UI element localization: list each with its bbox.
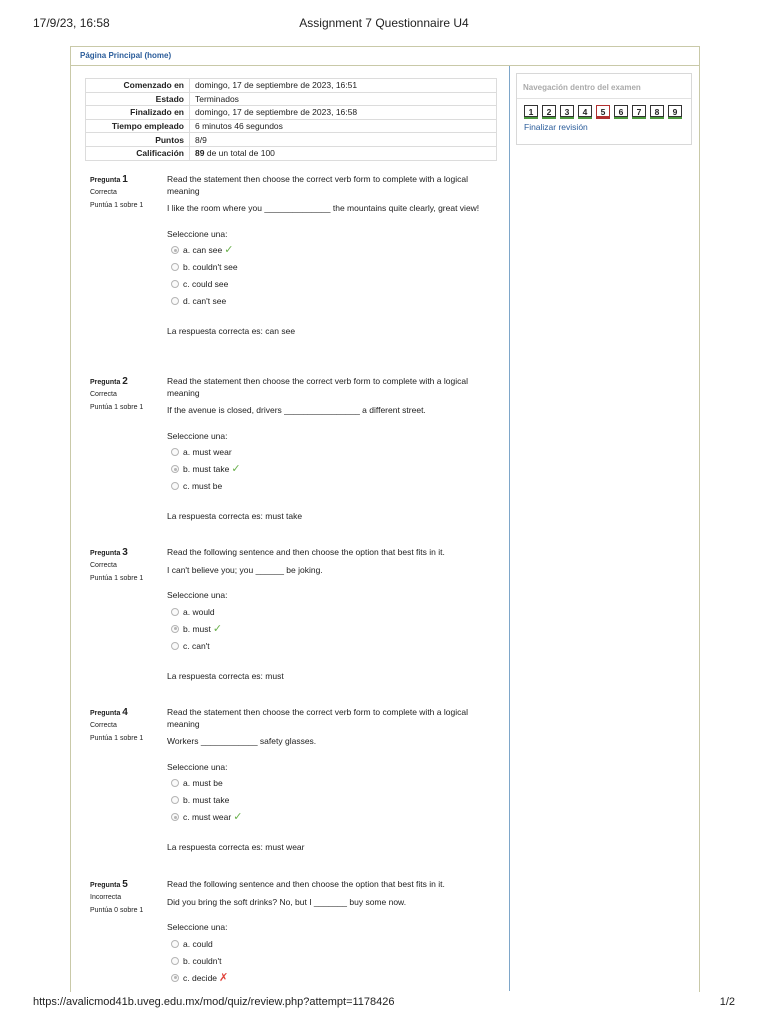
cross-icon: ✗ — [219, 971, 229, 984]
correct-answer-text: La respuesta correcta es: can see — [167, 326, 296, 336]
question-stem: If the avenue is closed, drivers ________________ a different street. — [167, 405, 426, 415]
question-number: Pregunta 3 — [90, 547, 128, 558]
answer-label: b. must — [183, 623, 211, 634]
question-prompt: Read the statement then choose the correct verb form to complete with a logical meaning — [167, 707, 468, 729]
summary-label: Estado — [86, 92, 190, 106]
correct-answer-text: La respuesta correcta es: must — [167, 670, 284, 681]
correct-answer-text: La respuesta correcta es: must wear — [167, 842, 305, 852]
answer-label: a. must be — [183, 778, 223, 788]
radio-button[interactable] — [171, 246, 179, 254]
answer-label: a. could — [183, 938, 213, 949]
summary-label: Finalizado en — [86, 106, 190, 120]
question-state: Correcta — [90, 189, 117, 196]
print-title: Assignment 7 Questionnaire U4 — [299, 16, 469, 30]
answer-option[interactable] — [167, 640, 497, 657]
nav-question-4[interactable]: 4 — [578, 105, 592, 117]
radio-button[interactable] — [171, 957, 179, 965]
radio-button[interactable] — [171, 779, 179, 787]
select-one-label: Seleccione una: — [167, 922, 228, 932]
question-stem: I like the room where you ______________ the mountains quite clearly, great view! — [167, 203, 480, 213]
nav-question-2[interactable]: 2 — [542, 105, 556, 117]
answer-option[interactable] — [167, 811, 497, 828]
check-icon: ✓ — [212, 622, 223, 635]
summary-value: domingo, 17 de septiembre de 2023, 16:51 — [190, 79, 497, 93]
question-stem: Workers ____________ safety glasses. — [167, 736, 317, 746]
nav-divider — [517, 98, 691, 99]
select-one-label: Seleccione una: — [167, 761, 228, 772]
radio-button[interactable] — [171, 465, 179, 473]
summary-value: Terminados — [190, 92, 497, 106]
nav-question-5[interactable]: 5 — [596, 105, 610, 117]
question-grade: Puntúa 1 sobre 1 — [90, 202, 144, 209]
question-body — [167, 707, 497, 854]
answer-label: c. must wear — [183, 812, 232, 822]
home-link[interactable]: Página Principal (home) — [80, 51, 172, 60]
answer-label: c. could see — [183, 279, 229, 289]
question-state: Incorrecta — [90, 894, 122, 901]
question-grade: Puntúa 1 sobre 1 — [90, 575, 144, 582]
select-one-label: Seleccione una: — [167, 228, 228, 239]
select-one-label: Seleccione una: — [167, 430, 228, 441]
summary-row-started — [86, 79, 497, 93]
answer-option[interactable] — [167, 972, 497, 989]
radio-button[interactable] — [171, 263, 179, 271]
answer-label: c. must be — [183, 481, 223, 491]
question-number: Pregunta 4 — [90, 707, 128, 718]
radio-button[interactable] — [171, 974, 179, 982]
answer-label: b. couldn't — [183, 955, 222, 966]
print-datetime: 17/9/23, 16:58 — [33, 16, 110, 30]
summary-label: Tiempo empleado — [86, 119, 190, 133]
answer-option[interactable] — [167, 295, 497, 312]
answer-option[interactable] — [167, 955, 497, 972]
summary-value — [190, 146, 497, 160]
question-state: Correcta — [90, 391, 117, 398]
summary-label: Calificación — [86, 146, 190, 160]
radio-button[interactable] — [171, 796, 179, 804]
nav-question-7[interactable]: 7 — [632, 105, 646, 117]
nav-question-9[interactable]: 9 — [668, 105, 682, 117]
answer-label: b. must take — [183, 795, 230, 805]
question-grade: Puntúa 1 sobre 1 — [90, 735, 144, 742]
answer-option[interactable] — [167, 244, 497, 261]
answer-label: c. decide — [183, 972, 218, 983]
grade-total: de un total de 100 — [206, 148, 275, 159]
nav-question-8[interactable]: 8 — [650, 105, 664, 117]
radio-button[interactable] — [171, 608, 179, 616]
summary-row-grade — [86, 146, 497, 160]
question-prompt: Read the following sentence and then choose the option that best fits in it. — [167, 547, 445, 557]
answer-option[interactable] — [167, 480, 497, 497]
header-divider — [70, 65, 699, 66]
answer-label: a. must wear — [183, 447, 232, 457]
answer-option[interactable] — [167, 463, 497, 480]
question-prompt: Read the statement then choose the correct verb form to complete with a logical meaning — [167, 376, 468, 398]
check-icon: ✓ — [224, 244, 234, 256]
print-page-number: 1/2 — [719, 996, 735, 1008]
quiz-navigation-title: Navegación dentro del examen — [523, 83, 641, 92]
answer-label: b. must take — [183, 464, 230, 474]
select-one-label: Seleccione una: — [167, 590, 228, 600]
summary-value: 6 minutos 46 segundos — [190, 119, 497, 133]
question-state: Correcta — [90, 562, 117, 569]
answer-option[interactable] — [167, 606, 497, 623]
finish-review-link[interactable]: Finalizar revisión — [524, 122, 588, 132]
radio-button[interactable] — [171, 280, 179, 288]
summary-row-state — [86, 92, 497, 106]
question-info — [90, 707, 160, 742]
grade-score: 89 — [195, 148, 205, 159]
question-state: Correcta — [90, 722, 117, 729]
nav-question-1[interactable]: 1 — [524, 105, 538, 117]
answer-option[interactable] — [167, 794, 497, 811]
attempt-summary-table — [85, 78, 497, 161]
summary-row-points — [86, 133, 497, 147]
answer-label: c. can't — [183, 640, 210, 651]
question-info — [90, 879, 160, 914]
print-url: https://avalicmod41b.uveg.edu.mx/mod/quiz/review.php?attempt=1178426 — [33, 996, 395, 1008]
summary-label: Puntos — [86, 133, 190, 147]
question-grade: Puntúa 0 sobre 1 — [90, 907, 144, 914]
answer-option[interactable] — [167, 777, 497, 794]
summary-row-time — [86, 119, 497, 133]
quiz-navigation-block — [516, 73, 692, 145]
radio-button[interactable] — [171, 448, 179, 456]
answer-option[interactable] — [167, 446, 497, 463]
column-divider — [509, 66, 510, 991]
question-info — [90, 174, 160, 209]
question-number: Pregunta 1 — [90, 174, 128, 185]
radio-button[interactable] — [171, 482, 179, 490]
summary-label: Comenzado en — [86, 79, 190, 93]
answer-option[interactable] — [167, 261, 497, 278]
answer-label: a. can see — [183, 245, 223, 255]
print-footer — [33, 996, 735, 1012]
answer-label: b. couldn't see — [183, 262, 238, 272]
answer-option[interactable] — [167, 278, 497, 295]
question-body — [167, 879, 497, 989]
question-stem: I can't believe you; you ______ be joking. — [167, 564, 323, 575]
question-number: Pregunta 2 — [90, 376, 128, 387]
question-info — [90, 547, 160, 582]
answer-label: a. would — [183, 606, 215, 617]
radio-button[interactable] — [171, 642, 179, 650]
question-grade: Puntúa 1 sobre 1 — [90, 404, 144, 411]
nav-question-3[interactable]: 3 — [560, 105, 574, 117]
summary-row-finished — [86, 106, 497, 120]
question-info — [90, 376, 160, 411]
summary-value: 8/9 — [190, 133, 497, 147]
radio-button[interactable] — [171, 297, 179, 305]
correct-answer-text: La respuesta correcta es: must take — [167, 511, 303, 521]
question-body — [167, 547, 497, 682]
question-prompt: Read the following sentence and then choose the option that best fits in it. — [167, 879, 445, 889]
nav-question-6[interactable]: 6 — [614, 105, 628, 117]
radio-button[interactable] — [171, 625, 179, 633]
question-prompt: Read the statement then choose the correct verb form to complete with a logical meaning — [167, 174, 468, 196]
answer-label: d. can't see — [183, 296, 227, 306]
check-icon: ✓ — [233, 811, 243, 823]
check-icon: ✓ — [231, 463, 241, 475]
answer-option[interactable] — [167, 623, 497, 640]
summary-value: domingo, 17 de septiembre de 2023, 16:58 — [190, 106, 497, 120]
question-body — [167, 174, 497, 338]
answer-option[interactable] — [167, 938, 497, 955]
radio-button[interactable] — [171, 940, 179, 948]
question-nav-buttons — [524, 105, 686, 117]
print-header — [33, 16, 735, 32]
radio-button[interactable] — [171, 813, 179, 821]
question-number: Pregunta 5 — [90, 879, 128, 890]
question-body — [167, 376, 497, 523]
question-stem: Did you bring the soft drinks? No, but I _______ buy some now. — [167, 896, 407, 907]
